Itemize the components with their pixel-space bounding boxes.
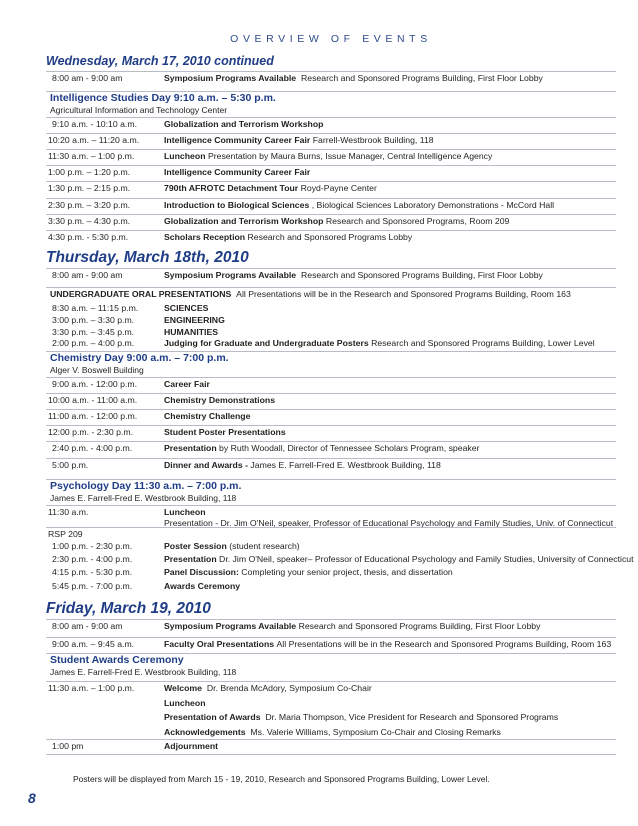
schedule-row: 8:00 am - 9:00 am Symposium Programs Available Research and Sponsored Programs Building, First Floor Lobby xyxy=(46,71,616,72)
page-number: 8 xyxy=(28,790,36,806)
schedule-row xyxy=(46,637,616,649)
schedule-row xyxy=(46,409,616,422)
row-time: 1:00 p.m. - 2:30 p.m. xyxy=(52,541,133,551)
schedule-row xyxy=(46,149,616,162)
row-description: Career Fair xyxy=(164,379,210,389)
awards-program-row: 11:30 a.m. – 1:00 p.m. Welcome Dr. Brenda McAdory, Symposium Co-Chair Luncheon Presentation of Awards Dr. Maria Thompson, Vice President for Research and Sponsored Programs Acknowledgements Ms. Valerie Williams, Symposium Co-Chair and Closing Remarks xyxy=(46,681,616,738)
row-time: 12:00 p.m. - 2:30 p.m. xyxy=(48,427,133,438)
schedule-row xyxy=(46,458,616,470)
row-description: Panel Discussion: Completing your senior project, thesis, and dissertation xyxy=(164,567,453,578)
psychology-day-header: Psychology Day 11:30 a.m. – 7:00 p.m. James E. Farrell-Fred E. Westbrook Building, 118 xyxy=(46,479,616,504)
row-time: 4:15 p.m. - 5:30 p.m. xyxy=(52,567,133,578)
oral-presentations-row: UNDERGRADUATE ORAL PRESENTATIONS All Presentations will be in the Research and Sponsored Programs Building, Room 163 xyxy=(46,287,616,288)
row-description: Presentation Dr. Jim O'Neil, speaker– Professor of Educational Psychology and Family Studies, University of Connecticut xyxy=(164,554,634,565)
schedule-row xyxy=(46,425,616,438)
row-description: HUMANITIES xyxy=(164,326,219,337)
awards-line: Welcome Dr. Brenda McAdory, Symposium Co-Chair xyxy=(164,683,372,693)
schedule-row xyxy=(46,619,616,631)
row-description: Globalization and Terrorism Workshop Research and Sponsored Programs, Room 209 xyxy=(164,215,510,226)
row-time: 8:00 am - 9:00 am xyxy=(52,621,123,631)
row-time: 3:30 p.m. – 4:30 p.m. xyxy=(48,215,131,226)
row-description: Chemistry Challenge xyxy=(164,411,251,422)
schedule-row xyxy=(46,133,616,146)
day-heading-friday: Friday, March 19, 2010 xyxy=(46,600,211,617)
row-time: 2:40 p.m. - 4:00 p.m. xyxy=(52,443,133,454)
row-description: Intelligence Community Career Fair xyxy=(164,167,311,178)
schedule-row xyxy=(46,198,616,210)
intelligence-day-header: Intelligence Studies Day 9:10 a.m. – 5:30 p.m. Agricultural Information and Technology Center xyxy=(46,91,616,116)
awards-ceremony-header: Student Awards Ceremony James E. Farrell-Fred E. Westbrook Building, 118 xyxy=(46,653,616,678)
schedule-row xyxy=(46,377,616,389)
row-description: Presentation by Ruth Woodall, Director of Tennessee Scholars Program, speaker xyxy=(164,443,480,454)
adjournment-row: 1:00 pm Adjournment xyxy=(46,739,616,740)
row-time: 9:00 a.m. – 9:45 a.m. xyxy=(52,639,135,649)
row-description: Luncheon Presentation by Maura Burns, Issue Manager, Central Intelligence Agency xyxy=(164,151,493,162)
schedule-row xyxy=(46,214,616,226)
row-time: 2:00 p.m. – 4:00 p.m. xyxy=(52,338,135,349)
row-description: SCIENCES xyxy=(164,303,209,313)
row-time: 9:00 a.m. - 12:00 p.m. xyxy=(52,379,137,389)
table-bottom-rule xyxy=(46,754,616,755)
rsp-room-row: RSP 209 xyxy=(46,527,616,528)
row-time: 1:30 p.m. – 2:15 p.m. xyxy=(48,183,131,194)
row-description: Globalization and Terrorism Workshop xyxy=(164,119,324,129)
row-description: Dinner and Awards - James E. Farrell-Fred E. Westbrook Building, 118 xyxy=(164,459,441,470)
psychology-luncheon-row: 11:30 a.m. Luncheon Presentation - Dr. Jim O'Neil, speaker, Professor of Educational Psychology and Family Studies, Univ. of Connecticut xyxy=(46,505,616,530)
row-time: 2:30 p.m. – 3:20 p.m. xyxy=(48,199,131,210)
row-time: 9:10 a.m. - 10:10 a.m. xyxy=(52,119,137,129)
awards-line: Luncheon xyxy=(164,697,206,708)
schedule-row xyxy=(46,117,616,129)
row-time: 5:45 p.m. - 7:00 p.m. xyxy=(52,580,133,591)
row-time: 3:00 p.m. – 3:30 p.m. xyxy=(52,314,135,325)
row-time: 3:30 p.m. – 3:45 p.m. xyxy=(52,326,135,337)
poster-footnote: Posters will be displayed from March 15 - 19, 2010, Research and Sponsored Programs Building, Lower Level. xyxy=(73,774,490,784)
section-title: OVERVIEW OF EVENTS xyxy=(230,33,432,45)
row-time: 4:30 p.m. - 5:30 p.m. xyxy=(48,231,129,242)
row-description: Judging for Graduate and Undergraduate Posters Research and Sponsored Programs Building, Lower Level xyxy=(164,338,595,349)
row-time: 8:30 a.m. – 11:15 p.m. xyxy=(52,303,139,313)
schedule-row xyxy=(46,230,616,242)
row-description: Introduction to Biological Sciences , Biological Sciences Laboratory Demonstrations - McCord Hall xyxy=(164,199,555,210)
row-description: Awards Ceremony xyxy=(164,580,241,591)
row-description: Symposium Programs Available Research and Sponsored Programs Building, First Floor Lobby xyxy=(164,621,541,631)
row-description: Student Poster Presentations xyxy=(164,427,286,438)
day-heading-thursday: Thursday, March 18th, 2010 xyxy=(46,249,249,266)
day-heading-wednesday: Wednesday, March 17, 2010 continued xyxy=(46,54,274,68)
row-time: 2:30 p.m. - 4:00 p.m. xyxy=(52,554,133,565)
row-description: Scholars Reception Research and Sponsored Programs Lobby xyxy=(164,231,413,242)
row-description: Faculty Oral Presentations All Presentations will be in the Research and Sponsored Programs Building, Room 163 xyxy=(164,639,612,649)
row-description: Chemistry Demonstrations xyxy=(164,395,276,406)
schedule-row xyxy=(46,441,616,454)
row-time: 5:00 p.m. xyxy=(52,459,89,470)
row-description: Poster Session (student research) xyxy=(164,541,300,551)
row-description: Intelligence Community Career Fair Farrell-Westbrook Building, 118 xyxy=(164,135,434,146)
row-time: 1:00 p.m. – 1:20 p.m. xyxy=(48,167,131,178)
row-time: 11:30 a.m. – 1:00 p.m. xyxy=(48,151,135,162)
schedule-row xyxy=(46,165,616,178)
row-time: 10:20 a.m. – 11:20 a.m. xyxy=(48,135,140,146)
row-description: ENGINEERING xyxy=(164,314,225,325)
schedule-row xyxy=(46,393,616,406)
awards-line: Presentation of Awards Dr. Maria Thompson, Vice President for Research and Sponsored Programs xyxy=(164,712,559,722)
schedule-row: 8:00 am - 9:00 am Symposium Programs Available Research and Sponsored Programs Building, First Floor Lobby xyxy=(46,268,616,269)
awards-line: Acknowledgements Ms. Valerie Williams, Symposium Co-Chair and Closing Remarks xyxy=(164,726,501,737)
chemistry-day-header: Chemistry Day 9:00 a.m. – 7:00 p.m. Alger V. Boswell Building xyxy=(46,351,616,376)
row-time: 10:00 a.m. - 11:00 a.m. xyxy=(48,395,138,406)
row-time: 11:00 a.m. - 12:00 p.m. xyxy=(48,411,138,422)
schedule-row xyxy=(46,181,616,194)
row-description: 790th AFROTC Detachment Tour Royd-Payne Center xyxy=(164,183,377,194)
